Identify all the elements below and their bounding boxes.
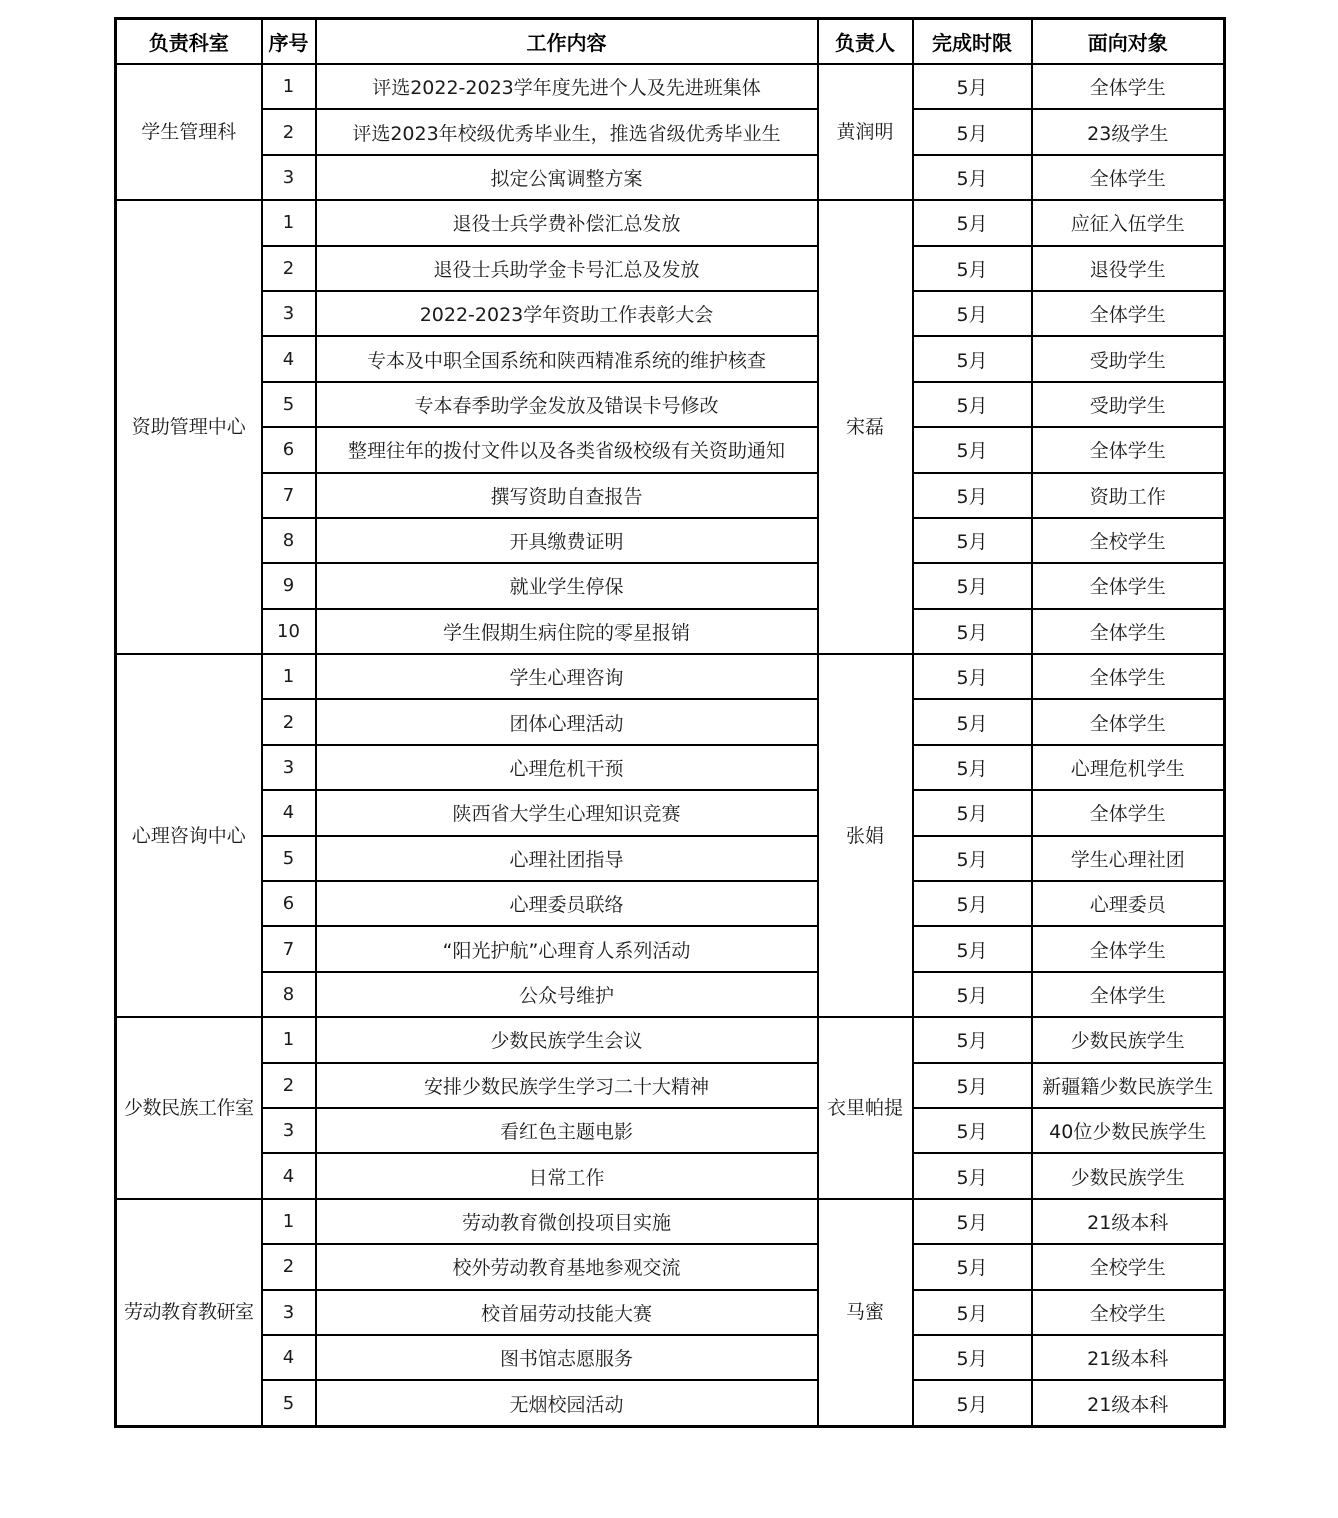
table-row bbox=[116, 881, 1225, 926]
header-deadline: 完成时限 bbox=[913, 19, 1032, 65]
content-cell: 心理委员联络 bbox=[316, 881, 818, 926]
table-row bbox=[116, 563, 1225, 608]
content-cell: 撰写资助自查报告 bbox=[316, 473, 818, 518]
deadline-cell: 5月 bbox=[913, 1335, 1032, 1380]
table-row bbox=[116, 609, 1225, 654]
table-row bbox=[116, 109, 1225, 154]
target-cell: 学生心理社团 bbox=[1032, 836, 1225, 881]
deadline-cell: 5月 bbox=[913, 881, 1032, 926]
deadline-cell: 5月 bbox=[913, 926, 1032, 971]
seq-cell: 3 bbox=[262, 1108, 316, 1153]
table-row bbox=[116, 972, 1225, 1017]
table-row bbox=[116, 1335, 1225, 1380]
content-cell: 专本春季助学金发放及错误卡号修改 bbox=[316, 382, 818, 427]
content-cell: 退役士兵助学金卡号汇总及发放 bbox=[316, 246, 818, 291]
seq-cell: 7 bbox=[262, 473, 316, 518]
table-row bbox=[116, 745, 1225, 790]
owner-cell: 张娟 bbox=[818, 654, 913, 1017]
deadline-cell: 5月 bbox=[913, 699, 1032, 744]
target-cell: 全校学生 bbox=[1032, 1290, 1225, 1335]
content-cell: 心理社团指导 bbox=[316, 836, 818, 881]
seq-cell: 2 bbox=[262, 1063, 316, 1108]
table-row bbox=[116, 64, 1225, 109]
seq-cell: 5 bbox=[262, 1380, 316, 1426]
table-body bbox=[116, 64, 1225, 1426]
department-cell: 少数民族工作室 bbox=[116, 1017, 262, 1199]
content-cell: 退役士兵学费补偿汇总发放 bbox=[316, 200, 818, 245]
content-cell: 校首届劳动技能大赛 bbox=[316, 1290, 818, 1335]
seq-cell: 3 bbox=[262, 291, 316, 336]
seq-cell: 4 bbox=[262, 1335, 316, 1380]
seq-cell: 3 bbox=[262, 745, 316, 790]
table-row bbox=[116, 699, 1225, 744]
department-cell: 心理咨询中心 bbox=[116, 654, 262, 1017]
deadline-cell: 5月 bbox=[913, 1380, 1032, 1426]
target-cell: 21级本科 bbox=[1032, 1199, 1225, 1244]
seq-cell: 2 bbox=[262, 699, 316, 744]
deadline-cell: 5月 bbox=[913, 1244, 1032, 1289]
header-target: 面向对象 bbox=[1032, 19, 1225, 65]
seq-cell: 8 bbox=[262, 518, 316, 563]
deadline-cell: 5月 bbox=[913, 1290, 1032, 1335]
content-cell: 陕西省大学生心理知识竞赛 bbox=[316, 790, 818, 835]
content-cell: 2022-2023学年资助工作表彰大会 bbox=[316, 291, 818, 336]
target-cell: 新疆籍少数民族学生 bbox=[1032, 1063, 1225, 1108]
deadline-cell: 5月 bbox=[913, 109, 1032, 154]
deadline-cell: 5月 bbox=[913, 1017, 1032, 1062]
table-row bbox=[116, 427, 1225, 472]
deadline-cell: 5月 bbox=[913, 790, 1032, 835]
table-row bbox=[116, 926, 1225, 971]
seq-cell: 1 bbox=[262, 654, 316, 699]
owner-cell: 马蜜 bbox=[818, 1199, 913, 1426]
owner-cell: 衣里帕提 bbox=[818, 1017, 913, 1199]
deadline-cell: 5月 bbox=[913, 155, 1032, 200]
table-row bbox=[116, 382, 1225, 427]
table-row bbox=[116, 246, 1225, 291]
seq-cell: 4 bbox=[262, 790, 316, 835]
header-seq: 序号 bbox=[262, 19, 316, 65]
target-cell: 全体学生 bbox=[1032, 654, 1225, 699]
table-header bbox=[116, 19, 1225, 65]
table-row bbox=[116, 1063, 1225, 1108]
deadline-cell: 5月 bbox=[913, 427, 1032, 472]
content-cell: 评选2022-2023学年度先进个人及先进班集体 bbox=[316, 64, 818, 109]
target-cell: 全体学生 bbox=[1032, 64, 1225, 109]
table-row bbox=[116, 1108, 1225, 1153]
department-cell: 劳动教育教研室 bbox=[116, 1199, 262, 1426]
seq-cell: 1 bbox=[262, 200, 316, 245]
target-cell: 全体学生 bbox=[1032, 563, 1225, 608]
deadline-cell: 5月 bbox=[913, 745, 1032, 790]
content-cell: 看红色主题电影 bbox=[316, 1108, 818, 1153]
target-cell: 21级本科 bbox=[1032, 1335, 1225, 1380]
content-cell: 整理往年的拨付文件以及各类省级校级有关资助通知 bbox=[316, 427, 818, 472]
table-row bbox=[116, 1380, 1225, 1426]
deadline-cell: 5月 bbox=[913, 336, 1032, 381]
content-cell: 评选2023年校级优秀毕业生，推选省级优秀毕业生 bbox=[316, 109, 818, 154]
table-row bbox=[116, 1290, 1225, 1335]
target-cell: 全体学生 bbox=[1032, 291, 1225, 336]
deadline-cell: 5月 bbox=[913, 1108, 1032, 1153]
target-cell: 全校学生 bbox=[1032, 518, 1225, 563]
seq-cell: 2 bbox=[262, 246, 316, 291]
content-cell: 劳动教育微创投项目实施 bbox=[316, 1199, 818, 1244]
table-row bbox=[116, 473, 1225, 518]
content-cell: 学生假期生病住院的零星报销 bbox=[316, 609, 818, 654]
content-cell: 开具缴费证明 bbox=[316, 518, 818, 563]
target-cell: 退役学生 bbox=[1032, 246, 1225, 291]
header-content: 工作内容 bbox=[316, 19, 818, 65]
deadline-cell: 5月 bbox=[913, 473, 1032, 518]
seq-cell: 6 bbox=[262, 427, 316, 472]
content-cell: 校外劳动教育基地参观交流 bbox=[316, 1244, 818, 1289]
deadline-cell: 5月 bbox=[913, 1063, 1032, 1108]
deadline-cell: 5月 bbox=[913, 609, 1032, 654]
content-cell: 图书馆志愿服务 bbox=[316, 1335, 818, 1380]
table-row bbox=[116, 1199, 1225, 1244]
header-department: 负责科室 bbox=[116, 19, 262, 65]
seq-cell: 3 bbox=[262, 1290, 316, 1335]
content-cell: 团体心理活动 bbox=[316, 699, 818, 744]
content-cell: 心理危机干预 bbox=[316, 745, 818, 790]
target-cell: 资助工作 bbox=[1032, 473, 1225, 518]
table-row bbox=[116, 336, 1225, 381]
seq-cell: 1 bbox=[262, 1017, 316, 1062]
content-cell: 拟定公寓调整方案 bbox=[316, 155, 818, 200]
seq-cell: 2 bbox=[262, 1244, 316, 1289]
table-row bbox=[116, 654, 1225, 699]
target-cell: 受助学生 bbox=[1032, 336, 1225, 381]
deadline-cell: 5月 bbox=[913, 64, 1032, 109]
seq-cell: 8 bbox=[262, 972, 316, 1017]
work-plan-table bbox=[114, 17, 1226, 1428]
table-row bbox=[116, 1017, 1225, 1062]
seq-cell: 2 bbox=[262, 109, 316, 154]
seq-cell: 4 bbox=[262, 336, 316, 381]
seq-cell: 1 bbox=[262, 64, 316, 109]
deadline-cell: 5月 bbox=[913, 200, 1032, 245]
department-cell: 资助管理中心 bbox=[116, 200, 262, 654]
target-cell: 应征入伍学生 bbox=[1032, 200, 1225, 245]
target-cell: 全体学生 bbox=[1032, 972, 1225, 1017]
content-cell: 日常工作 bbox=[316, 1153, 818, 1198]
owner-cell: 宋磊 bbox=[818, 200, 913, 654]
deadline-cell: 5月 bbox=[913, 1153, 1032, 1198]
seq-cell: 4 bbox=[262, 1153, 316, 1198]
content-cell: “阳光护航”心理育人系列活动 bbox=[316, 926, 818, 971]
table-row bbox=[116, 518, 1225, 563]
target-cell: 全体学生 bbox=[1032, 427, 1225, 472]
deadline-cell: 5月 bbox=[913, 654, 1032, 699]
target-cell: 40位少数民族学生 bbox=[1032, 1108, 1225, 1153]
deadline-cell: 5月 bbox=[913, 1199, 1032, 1244]
target-cell: 全体学生 bbox=[1032, 926, 1225, 971]
header-owner: 负责人 bbox=[818, 19, 913, 65]
content-cell: 专本及中职全国系统和陕西精准系统的维护核查 bbox=[316, 336, 818, 381]
content-cell: 公众号维护 bbox=[316, 972, 818, 1017]
seq-cell: 7 bbox=[262, 926, 316, 971]
target-cell: 全体学生 bbox=[1032, 155, 1225, 200]
table-row bbox=[116, 200, 1225, 245]
table-row bbox=[116, 790, 1225, 835]
seq-cell: 5 bbox=[262, 836, 316, 881]
seq-cell: 3 bbox=[262, 155, 316, 200]
deadline-cell: 5月 bbox=[913, 246, 1032, 291]
header-row bbox=[116, 19, 1225, 65]
seq-cell: 10 bbox=[262, 609, 316, 654]
table-row bbox=[116, 1153, 1225, 1198]
deadline-cell: 5月 bbox=[913, 291, 1032, 336]
target-cell: 全体学生 bbox=[1032, 699, 1225, 744]
target-cell: 心理委员 bbox=[1032, 881, 1225, 926]
content-cell: 学生心理咨询 bbox=[316, 654, 818, 699]
target-cell: 心理危机学生 bbox=[1032, 745, 1225, 790]
target-cell: 全校学生 bbox=[1032, 1244, 1225, 1289]
target-cell: 全体学生 bbox=[1032, 609, 1225, 654]
table-row bbox=[116, 155, 1225, 200]
department-cell: 学生管理科 bbox=[116, 64, 262, 200]
content-cell: 无烟校园活动 bbox=[316, 1380, 818, 1426]
table-row bbox=[116, 1244, 1225, 1289]
content-cell: 就业学生停保 bbox=[316, 563, 818, 608]
target-cell: 受助学生 bbox=[1032, 382, 1225, 427]
owner-cell: 黄润明 bbox=[818, 64, 913, 200]
deadline-cell: 5月 bbox=[913, 382, 1032, 427]
table-row bbox=[116, 291, 1225, 336]
seq-cell: 6 bbox=[262, 881, 316, 926]
content-cell: 安排少数民族学生学习二十大精神 bbox=[316, 1063, 818, 1108]
seq-cell: 1 bbox=[262, 1199, 316, 1244]
deadline-cell: 5月 bbox=[913, 972, 1032, 1017]
target-cell: 全体学生 bbox=[1032, 790, 1225, 835]
deadline-cell: 5月 bbox=[913, 518, 1032, 563]
seq-cell: 9 bbox=[262, 563, 316, 608]
target-cell: 少数民族学生 bbox=[1032, 1017, 1225, 1062]
target-cell: 23级学生 bbox=[1032, 109, 1225, 154]
content-cell: 少数民族学生会议 bbox=[316, 1017, 818, 1062]
target-cell: 21级本科 bbox=[1032, 1380, 1225, 1426]
target-cell: 少数民族学生 bbox=[1032, 1153, 1225, 1198]
table-row bbox=[116, 836, 1225, 881]
deadline-cell: 5月 bbox=[913, 563, 1032, 608]
deadline-cell: 5月 bbox=[913, 836, 1032, 881]
seq-cell: 5 bbox=[262, 382, 316, 427]
